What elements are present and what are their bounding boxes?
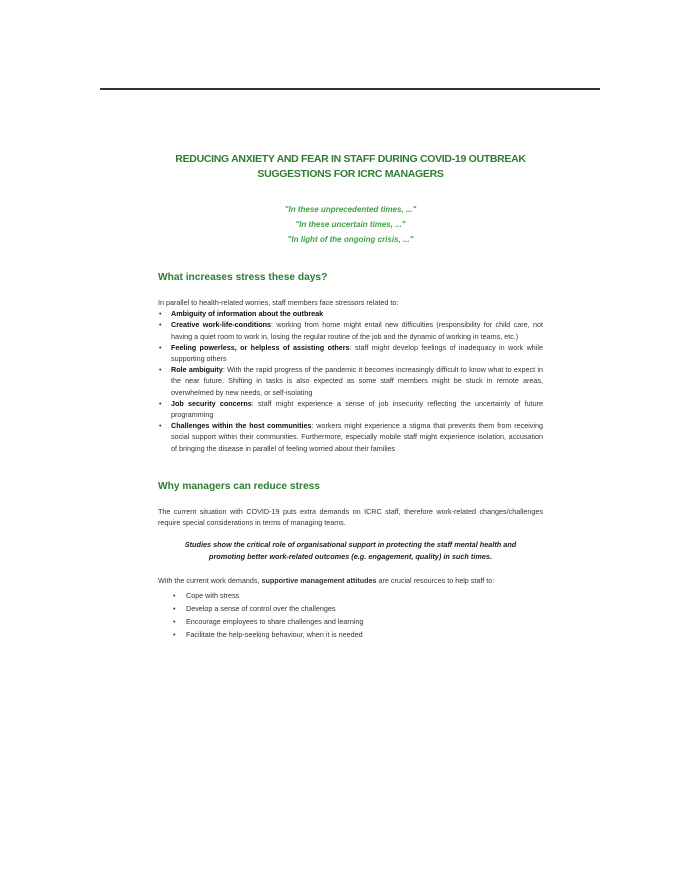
section-heading-managers: Why managers can reduce stress [158,480,320,492]
list-item [158,398,543,420]
highlight-quote: Studies show the critical role of organisational support in protecting the staff mental health and promoting better work-related outcomes (e.g. engagement, quality) in such times. [184,540,517,562]
item-text: Encourage employees to share challenges and learning [186,617,364,627]
section-intro-managers: The current situation with COVID-19 puts extra demands on ICRC staff, therefore work-related changes/challenges require special considerations in terms of managing teams. [158,506,543,528]
support-paragraph [158,575,543,586]
item-term: Job security concerns [171,398,252,408]
item-text: : With the rapid progress of the pandemic it becomes increasingly difficult to know what to expect in the near future. Shifting in tasks is also expected as some staff members might be stuck in remote areas, overwhelmed by new needs, or self-isolating [171,365,543,397]
bullet-icon: • [159,320,162,330]
manager-benefits-list [158,589,543,641]
document-title [158,152,543,182]
list-item [158,308,543,319]
list-item [158,589,543,602]
list-item [158,342,543,364]
item-term: Role ambiguity [171,365,223,375]
stressor-list [158,308,543,454]
item-text: Cope with stress [186,591,240,601]
bullet-icon: • [173,591,176,601]
section-heading-stress: What increases stress these days? [158,272,328,283]
list-item [158,615,543,628]
title-line-2: SUGGESTIONS FOR ICRC MANAGERS [257,168,444,180]
bullet-icon: • [159,421,162,431]
support-paragraph-start: With the current work demands, [158,576,262,586]
list-item [158,364,543,398]
item-text: : working from home might entail new difficulties (responsibility for child care, not having a quiet room to work in, losing the regular routine of the job and the dynamic of working in teams, etc.) [171,320,543,341]
document-body [158,152,543,641]
item-term: Ambiguity of information about the outbreak [171,309,324,319]
quote-line-3: "In light of the ongoing crisis, ..." [287,235,414,244]
list-item [158,602,543,615]
item-term: Feeling powerless, or helpless of assisting others [171,342,350,352]
opening-quotes [158,202,543,247]
bullet-icon: • [159,342,162,352]
item-term: Challenges within the host communities [171,421,312,431]
support-paragraph-bold: supportive management attitudes [261,576,377,586]
list-item [158,420,543,454]
bullet-icon: • [173,617,176,627]
title-line-1: REDUCING ANXIETY AND FEAR IN STAFF DURING COVID-19 OUTBREAK [175,153,526,165]
support-paragraph-end: are crucial resources to help staff to: [376,576,495,586]
header-rule [100,88,600,90]
quote-line-2: "In these uncertain times, ..." [295,220,406,229]
item-text: : workers might experience a stigma that prevents them from receiving social support within their communities. Furthermore, especially mobile staff might experience isolation, accusation of bringing the disease in parallel of feeling worried about their families [171,421,543,453]
item-text: : staff might develop feelings of inadequacy in work while supporting others [171,342,543,364]
item-term: Creative work-life-conditions [171,320,272,330]
list-item [158,628,543,641]
quote-line-1: "In these unprecedented times, ..." [284,205,417,214]
bullet-icon: • [173,630,176,640]
bullet-icon: • [159,398,162,408]
bullet-icon: • [159,365,162,375]
section-intro-stress: In parallel to health-related worries, staff members face stressors related to: [158,298,399,307]
bullet-icon: • [173,604,176,614]
bullet-icon: • [159,309,162,319]
item-text: Develop a sense of control over the challenges [186,604,336,614]
item-text: : staff might experience a sense of job insecurity reflecting the uncertainty of future programming [171,398,543,420]
item-text: Facilitate the help-seeking behaviour, when it is needed [186,630,363,640]
list-item [158,319,543,341]
